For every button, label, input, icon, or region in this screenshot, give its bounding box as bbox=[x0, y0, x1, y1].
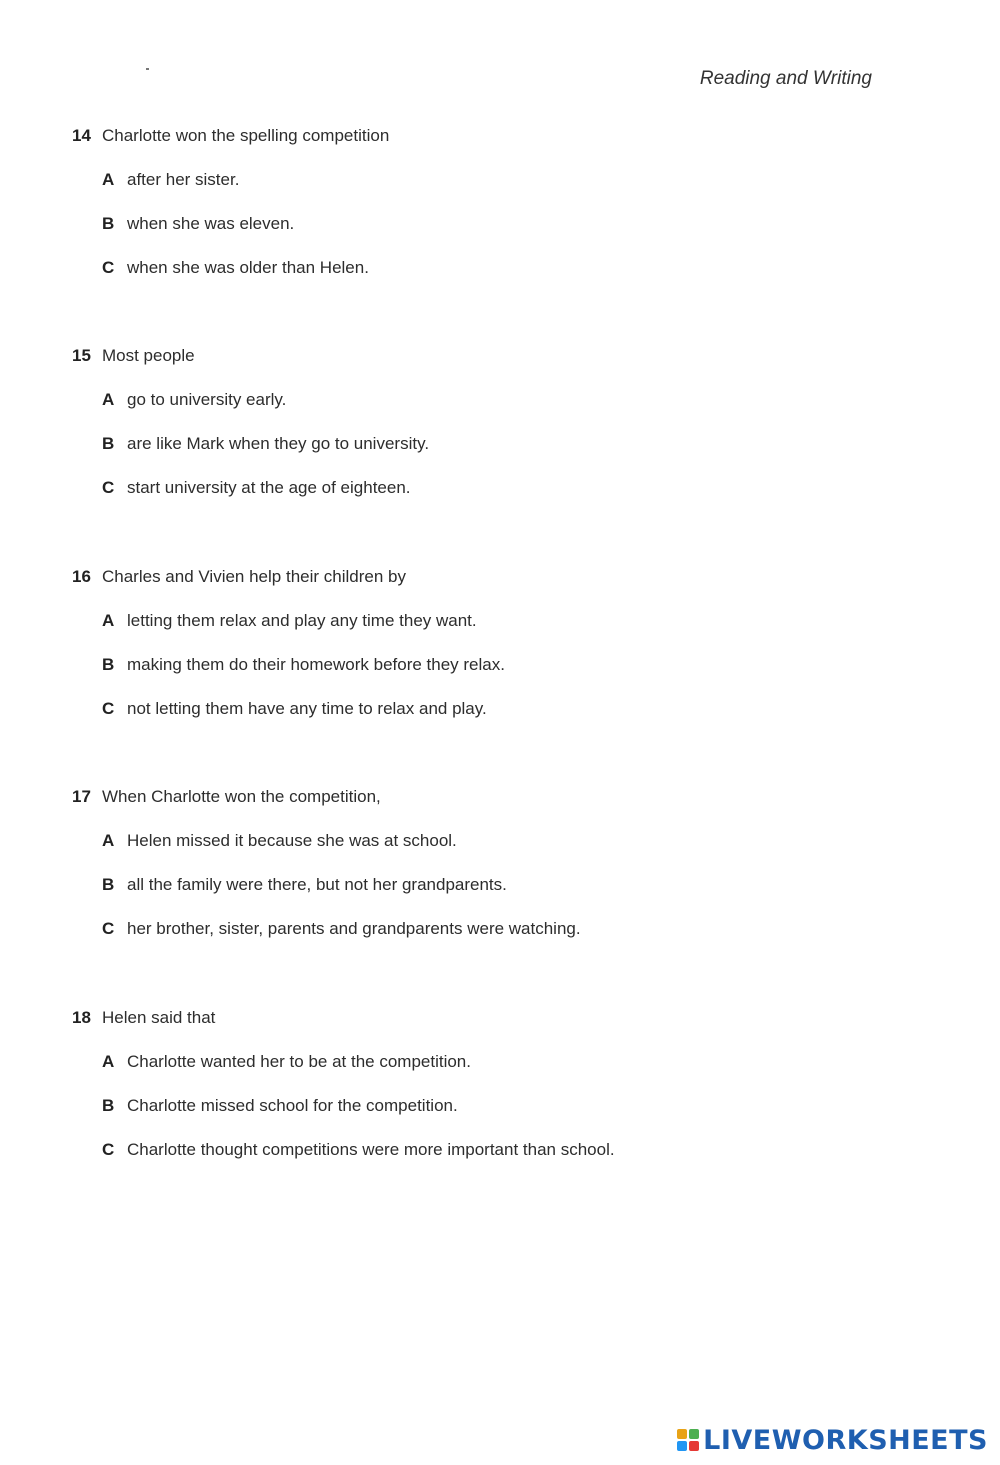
question-number: 17 bbox=[72, 787, 91, 806]
option-text: are like Mark when they go to university. bbox=[127, 434, 430, 453]
option-letter: A bbox=[102, 1052, 115, 1071]
question-stem bbox=[72, 783, 932, 811]
section-header: Reading and Writing bbox=[699, 68, 872, 89]
option-letter: B bbox=[102, 214, 115, 233]
question-stem bbox=[72, 342, 932, 370]
question-text: When Charlotte won the competition, bbox=[102, 787, 381, 806]
option-letter: A bbox=[102, 831, 115, 850]
option-b[interactable] bbox=[72, 651, 932, 679]
option-letter: C bbox=[102, 1140, 115, 1159]
logo-square bbox=[689, 1429, 699, 1439]
option-b[interactable] bbox=[72, 871, 932, 899]
option-letter: B bbox=[102, 434, 115, 453]
option-letter: B bbox=[102, 655, 115, 674]
question-stem bbox=[72, 1004, 932, 1032]
liveworksheets-logo-icon bbox=[677, 1429, 699, 1451]
option-text: when she was older than Helen. bbox=[127, 258, 369, 277]
option-letter: C bbox=[102, 258, 115, 277]
option-letter: C bbox=[102, 699, 115, 718]
question-16 bbox=[72, 563, 932, 723]
option-c[interactable] bbox=[72, 695, 932, 723]
option-c[interactable] bbox=[72, 474, 932, 502]
option-letter: A bbox=[102, 170, 115, 189]
question-stem bbox=[72, 563, 932, 591]
option-text: Charlotte wanted her to be at the competition. bbox=[127, 1052, 471, 1071]
option-text: letting them relax and play any time they want. bbox=[127, 611, 477, 630]
option-text: not letting them have any time to relax and play. bbox=[127, 699, 487, 718]
option-a[interactable] bbox=[72, 386, 932, 414]
option-c[interactable] bbox=[72, 1136, 932, 1164]
question-text: Charles and Vivien help their children by bbox=[102, 567, 406, 586]
option-a[interactable] bbox=[72, 607, 932, 635]
option-text: all the family were there, but not her grandparents. bbox=[127, 875, 507, 894]
option-text: Helen missed it because she was at school. bbox=[127, 831, 457, 850]
scan-speck bbox=[146, 68, 149, 70]
option-a[interactable] bbox=[72, 166, 932, 194]
question-18 bbox=[72, 1004, 932, 1164]
question-number: 18 bbox=[72, 1008, 91, 1027]
option-text: after her sister. bbox=[127, 170, 240, 189]
question-text: Helen said that bbox=[102, 1008, 216, 1027]
option-text: her brother, sister, parents and grandparents were watching. bbox=[127, 919, 581, 938]
liveworksheets-brand bbox=[677, 1423, 988, 1457]
option-b[interactable] bbox=[72, 430, 932, 458]
option-a[interactable] bbox=[72, 1048, 932, 1076]
option-letter: C bbox=[102, 919, 115, 938]
option-a[interactable] bbox=[72, 827, 932, 855]
question-15 bbox=[72, 342, 932, 502]
option-letter: A bbox=[102, 611, 115, 630]
option-c[interactable] bbox=[72, 915, 932, 943]
brand-text: LIVEWORKSHEETS bbox=[703, 1424, 988, 1456]
logo-square bbox=[689, 1441, 699, 1451]
option-text: start university at the age of eighteen. bbox=[127, 478, 411, 497]
question-number: 16 bbox=[72, 567, 91, 586]
logo-square bbox=[677, 1441, 687, 1451]
option-text: go to university early. bbox=[127, 390, 287, 409]
question-text: Charlotte won the spelling competition bbox=[102, 126, 390, 145]
option-letter: C bbox=[102, 478, 115, 497]
question-14 bbox=[72, 122, 932, 282]
option-c[interactable] bbox=[72, 254, 932, 282]
option-text: Charlotte thought competitions were more important than school. bbox=[127, 1140, 615, 1159]
question-number: 15 bbox=[72, 346, 91, 365]
option-b[interactable] bbox=[72, 210, 932, 238]
option-letter: B bbox=[102, 875, 115, 894]
option-b[interactable] bbox=[72, 1092, 932, 1120]
option-text: Charlotte missed school for the competition. bbox=[127, 1096, 458, 1115]
logo-square bbox=[677, 1429, 687, 1439]
option-text: when she was eleven. bbox=[127, 214, 295, 233]
question-17 bbox=[72, 783, 932, 943]
option-letter: B bbox=[102, 1096, 115, 1115]
option-text: making them do their homework before they relax. bbox=[127, 655, 505, 674]
question-stem bbox=[72, 122, 932, 150]
question-number: 14 bbox=[72, 126, 91, 145]
option-letter: A bbox=[102, 390, 115, 409]
question-text: Most people bbox=[102, 346, 195, 365]
